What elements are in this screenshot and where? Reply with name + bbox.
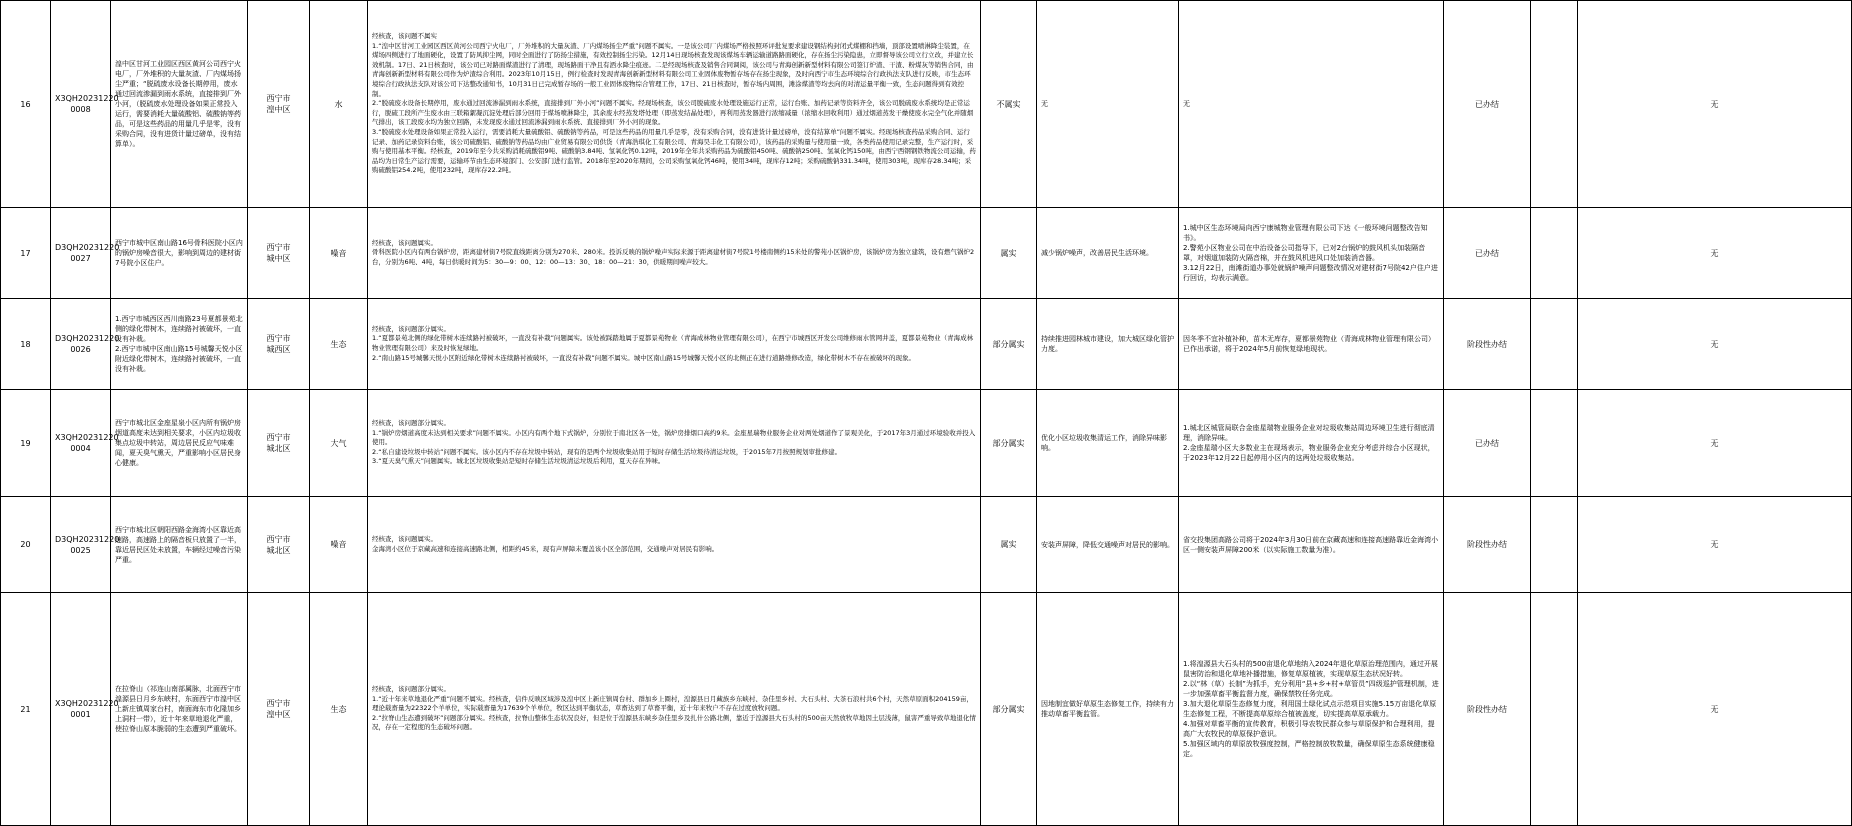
case-code: X3QH20231220 0004 <box>51 390 111 497</box>
verification-verdict: 部分属实 <box>981 390 1037 497</box>
handling-measures: 优化小区垃圾收集清运工作，消除异味影响。 <box>1037 390 1179 497</box>
blank-cell <box>1531 497 1578 593</box>
check-result-line: 经核查，该问题部分属实。 <box>372 685 450 694</box>
check-result-line: 经核查，该问题属实。 <box>372 534 437 543</box>
check-result-line: 1.“湟中区甘河工业园区西区黄河公司西宁火电厂，厂外堆积的大量灰渣、厂内煤场扬尘严重”问题不属实。一是该公司厂内煤场严格按照环评批复要求建设钢结构封闭式煤棚和挡墙，顶部设置喷淋降尘装置，在煤场四侧进行了地面硬化，设置了防风抑尘网，同时全面进行了防扬尘措施，有效控制扬尘污染。12月14日现场核查发现该煤场车辆运输道路路面硬化，存在扬尘污染隐患，立即督导该公司立行立改，并建立长效机制。17日、21日核查时，该公司已对路面煤渣进行了清理，现场路面干净且有洒水降尘痕迹。二是经现场核查及销售合同调阅，该公司与青海创新新型材料有限公司签订炉渣、干渣、粉煤灰等销售合同，由青海创新新型材料有限公司作为炉渣综合利用。2023年10月15日，例行检查时发现青海创新新型材料有限公司工业固体废物暂存场存在扬尘现象，及时向西宁市生态环境综合行政执法支队进行反映，市生态环境综合行政执法支队对该公司下达整改通知书，10月31日已完成暂存场的一般工业固体废物综合管理工作，17日、21日核查时，暂存场内周围，滩涂煤渣等均去向的对清运量平衡一致，生态问题得到有效控制。 <box>372 41 974 98</box>
verification-verdict: 部分属实 <box>981 299 1037 390</box>
check-result-line: 经核查，该问题属实。 <box>372 238 437 247</box>
pollution-type: 噪音 <box>310 497 368 593</box>
pollution-type: 水 <box>310 1 368 208</box>
administrative-region: 西宁市 城中区 <box>248 208 310 299</box>
check-result-line: 2.“脱硫废水设备长期停用，废水通过回流渗漏到雨水系统，直接排到厂外小河”问题不属实。经现场核查，该公司脱硫废水处理设施运行正常，运行台账、加药记录等资料齐全，该公司脱硫废水系统均是正常运行，脱硫工段所产生废水由三联箱絮凝沉淀处理后部分回用于煤场喷淋降尘，其余废水经蒸发塔处理（即蒸发结晶处理），再利用蒸发器进行浓缩减量（浓缩水回收利用）通过烟道蒸发干燥使废水完全气化并随烟气排出，该工段废水均为独立回路，未发现废水通过回流渗漏到雨水系统、直接排到厂外小河的现象。 <box>372 99 974 127</box>
table-row <box>1 208 1852 299</box>
check-result-line: 3.“脱硫废水处理设备如果正常投入运行，需要消耗大量硫酸铝、硫酸钠等药品，可是这些药品的用量几乎是零，没有采购合同，没有进货计量过磅单，没有结算单”问题不属实。经现场核查药品采购合同、运行记录、加药记录资料台账，该公司硫酸铝、硫酸钠等药品均由广业贸易有限公司供货（青海浩琪化工有限公司、青海昊丰化工有限公司），该药品的采购量与使用量一致，各类药品使用记录完整，生产运行时，采购与使用基本平衡。经核查，2019年至今共采购消耗硫酸铝9吨、硫酸钠3.84吨、氢氧化钙0.12吨，2019年全年共采购药品为硫酸铝450吨、硫酸钠250吨、氢氧化钙150吨，由西宁西钢钢铁物流公司运输，药品均为日常生产运行需要，运输环节由生态环境部门、公安部门进行监管。2018年至2020年期间，公司采购氢氧化钙46吨，使用34吨，现库存12吨；采购硫酸钠331.34吨，使用303吨，现库存28.34吨；采购硫酸铝254.2吨，使用232吨，现库存22.2吨。 <box>372 127 976 175</box>
table-row <box>1 497 1852 593</box>
table-body <box>1 1 1852 826</box>
rectification-progress: 1.将湟源县大石头村的500亩退化草地纳入2024年退化草原治理范围内，通过开展鼠害防治和退化草地补播措施，修复草原植被，实现草原生态状况好转。 2.以“林（草）长制”为抓手，充分利用“县+乡+村+草管员”四级巡护管理机制，进一步加强草畜平衡监督力度，确保禁牧任务完成。 3.加大退化草原生态修复力度，利用国土绿化试点示范项目实施5.15万亩退化草原生态修复工程，不断提高草原综合植被盖度，切实提高草原承载力。 4.加强对草畜平衡的宣传教育，积极引导农牧民群众参与草原保护和合理利用，提高广大农牧民的草原保护意识。 5.加强区域内的草原放牧强度控制，严格控制放牧数量，确保草原生态系统健康稳定。 <box>1179 593 1444 826</box>
check-result-line: 3.“夏天臭气熏天”问题属实。城北区垃圾收集站是短时存储生活垃圾清运垃圾后利用，夏天存在异味。 <box>372 457 665 466</box>
check-result-line: 经核查，该问题部分属实。 <box>372 324 450 333</box>
rectification-progress: 省交投集团高路公司将于2024年3月30日前在京藏高速和连接高速路靠近金海湾小区一侧安装声屏障200米（以实际施工数量为准）。 <box>1179 497 1444 593</box>
blank-cell <box>1531 208 1578 299</box>
investigation-result <box>368 390 981 497</box>
blank-cell <box>1531 299 1578 390</box>
completion-status: 阶段性办结 <box>1444 299 1531 390</box>
rectification-progress: 无 <box>1179 1 1444 208</box>
blank-cell <box>1531 593 1578 826</box>
handling-measures: 因地制宜做好草原生态修复工作，持续有力推动草畜平衡监管。 <box>1037 593 1179 826</box>
complaint-content: 湟中区甘河工业园区西区黄河公司西宁火电厂，厂外堆积的大量灰渣、厂内煤场扬尘严重；“脱硫废水设备长期停用，废水通过回流渗漏到雨水系统，直接排到厂外小河，（脱硫废水处理设备如果正常投入运行，需要消耗大量硫酸铝、硫酸钠等药品，可是这些药品的用量几乎是零，没有采购合同，没有进货计量过磅单，没有结算单）。 <box>111 1 248 208</box>
administrative-region: 西宁市 湟中区 <box>248 593 310 826</box>
case-code: D3QH20231220 0025 <box>51 497 111 593</box>
complaint-content: 西宁市城中区南山路16号骨科医院小区内的锅炉房噪音很大，影响到周边的建材街7号院小区住户。 <box>111 208 248 299</box>
check-result-line: 2.“私自建设垃圾中转站”问题不属实。该小区内不存在垃圾中转站，现有的是两个垃圾收集站用于短时存储生活垃圾待清运垃圾，于2015年7月按照规划审批修建。 <box>372 447 842 456</box>
pollution-type: 生态 <box>310 593 368 826</box>
accountability-status: 无 <box>1578 299 1852 390</box>
investigation-result <box>368 593 981 826</box>
administrative-region: 西宁市 湟中区 <box>248 1 310 208</box>
completion-status: 阶段性办结 <box>1444 593 1531 826</box>
completion-status: 阶段性办结 <box>1444 497 1531 593</box>
accountability-status: 无 <box>1578 390 1852 497</box>
investigation-result <box>368 1 981 208</box>
verification-verdict: 不属实 <box>981 1 1037 208</box>
pollution-type: 噪音 <box>310 208 368 299</box>
table-row <box>1 593 1852 826</box>
handling-measures: 持续推进园林城市建设，加大城区绿化管护力度。 <box>1037 299 1179 390</box>
table-row <box>1 390 1852 497</box>
case-code: X3QH20231220 0008 <box>51 1 111 208</box>
completion-status: 已办结 <box>1444 208 1531 299</box>
case-code: D3QH20231220 0027 <box>51 208 111 299</box>
row-number: 16 <box>1 1 51 208</box>
verification-verdict: 属实 <box>981 497 1037 593</box>
handling-measures: 无 <box>1037 1 1179 208</box>
pollution-type: 大气 <box>310 390 368 497</box>
row-number: 21 <box>1 593 51 826</box>
completion-status: 已办结 <box>1444 390 1531 497</box>
row-number: 18 <box>1 299 51 390</box>
row-number: 17 <box>1 208 51 299</box>
case-code: X3QH20231220 0001 <box>51 593 111 826</box>
investigation-result <box>368 299 981 390</box>
investigation-result <box>368 208 981 299</box>
accountability-status: 无 <box>1578 208 1852 299</box>
check-result-line: 1.“近十年来草地退化严重”问题不属实。经核查，信件反映区域涉及湟中区上新庄镇周台村、群加乡上圈村，湟源县日月藏族乡东峡村、杂佳里乡村、大石头村、大茶石浪村共6个村，天然草原面积204159亩，理论载畜量为22322个羊单位，实际载畜量为17639个羊单位，牧区达到平衡状态，草畜达到了草畜平衡，近十年来牧户不存在过度放牧问题。 <box>372 694 973 713</box>
case-code: D3QH20231220 0026 <box>51 299 111 390</box>
blank-cell <box>1531 390 1578 497</box>
table-row <box>1 1 1852 208</box>
complaint-content: 1.西宁市城西区西川南路23号夏都景苑北侧的绿化带树木，连续路衬被破坏，一直没有补栽。 2.西宁市城中区南山路15号城馨天悦小区附近绿化带树木，连续路衬被破坏，一直没有补栽。 <box>111 299 248 390</box>
blank-cell <box>1531 1 1578 208</box>
pollution-type: 生态 <box>310 299 368 390</box>
administrative-region: 西宁市 城西区 <box>248 299 310 390</box>
complaint-content: 在拉脊山（祁连山南部属脉，北面西宁市湟源县日月乡东峡村，东面西宁市湟中区上新庄镇周家台村，南面海东市化隆加乡上洞村一带），近十年来草地退化严重，使拉脊山原本脆弱的生态遭到严重破坏。 <box>111 593 248 826</box>
administrative-region: 西宁市 城北区 <box>248 497 310 593</box>
handling-measures: 安装声屏障，降低交通噪声对居民的影响。 <box>1037 497 1179 593</box>
rectification-progress: 1.城北区城管局联合金座星瑞物业服务企业对垃圾收集站周边环境卫生进行彻底清理，消除异味。 2.金座星瑞小区大多数业主在现场表示，物业服务企业充分考虑并综合小区现状，于2023年12月22日起停用小区内的这两处垃圾收集站。 <box>1179 390 1444 497</box>
check-result-line: 2.“拉脊山生态遭到破坏”问题部分属实。经核查，拉脊山整体生态状况良好，但是位于湟源县东峡乡杂佳里乡及扎什公路北侧，靠近于湟源县大石头村的500亩天然放牧草地因土层浅薄，鼠害严重导致草地退化情况，存在一定程度的生态破坏问题。 <box>372 713 976 732</box>
completion-status: 已办结 <box>1444 1 1531 208</box>
verification-verdict: 部分属实 <box>981 593 1037 826</box>
accountability-status: 无 <box>1578 497 1852 593</box>
handling-measures: 减少锅炉噪声，改善居民生活环境。 <box>1037 208 1179 299</box>
check-result-line: 经核查，该问题部分属实。 <box>372 419 450 428</box>
check-result-line: 经核查，该问题不属实 <box>372 32 437 41</box>
administrative-region: 西宁市 城北区 <box>248 390 310 497</box>
table-row <box>1 299 1852 390</box>
check-result-line: 金海湾小区位于京藏高速和连接高速路北侧，相距约45米，现有声屏障未覆盖该小区全部范围，交通噪声对居民有影响。 <box>372 544 719 553</box>
rectification-progress: 因冬季不宜补植补种，苗木无库存，夏都景苑物业（青海成林物业管理有限公司）已作出承诺，将于2024年5月前恢复绿地现状。 <box>1179 299 1444 390</box>
check-result-line: 2.“南山路15号城馨天悦小区附近绿化带树木连续路衬被破坏，一直没有补栽”问题不属实。城中区南山路15号城馨天悦小区的北侧正在进行道路维修改造，绿化带树木不存在被破坏的现象。 <box>372 353 915 362</box>
complaint-content: 西宁市城北区金座星泉小区内所有锅炉房烟道高度未达到相关要求，小区内垃圾收集点垃圾中转站，周边居民反应气味难闻，夏天臭气熏天，严重影响小区居民身心健康。 <box>111 390 248 497</box>
rectification-progress: 1.城中区生态环境局向西宁康城物业管理有限公司下达《一般环境问题整改告知书》。 2.警苑小区物业公司在中治设备公司指导下，已对2台锅炉的鼓风机头加装隔音罩，对烟道加装防火隔音棉，并在鼓风机进风口处加装消音器。 3.12月22日，南滩街道办事处就锅炉噪声问题整改情况对建材街7号院42户住户进行回访，均表示满意。 <box>1179 208 1444 299</box>
row-number: 20 <box>1 497 51 593</box>
accountability-status: 无 <box>1578 593 1852 826</box>
investigation-result <box>368 497 981 593</box>
check-result-line: 骨科医院小区内有两台锅炉房，距离建材街7号院直线距离分别为270米、280米。投诉反映的锅炉噪声实际来源于距离建材街7号院1号楼南侧约15米处的警苑小区锅炉房，该锅炉房为独立建筑，设有燃气锅炉2台，分别为6吨、4吨，每日供暖时间为5：30—9：00、12：00—13：30、18：00—21：30，供暖期间噪声较大。 <box>372 248 975 266</box>
check-result-line: 1.“锅炉房烟道高度未达到相关要求”问题不属实。小区内有两个地下式锅炉，分别位于南北区各一处，锅炉房排烟口高约9米。金座星瑞物业服务企业对两处烟道作了景观美化，于2017年3月通过环境验收并投入使用。 <box>372 428 976 447</box>
check-result-line: 1.“夏都景苑北侧的绿化带树木连续路衬被破坏，一直没有补栽”问题属实。该处被踩踏地属于夏都景苑物业（青海成林物业管理有限公司），在西宁市城西区开发公司维修雨水管网井盖，夏都景苑物业（青海成林物业管理有限公司）来及时恢复绿地。 <box>372 334 974 352</box>
accountability-status: 无 <box>1578 1 1852 208</box>
complaint-content: 西宁市城北区朝阳西路金海湾小区靠近高速路，高速路上的隔音板只放置了一半，靠近居民区处未放置，车辆经过噪音污染严重。 <box>111 497 248 593</box>
row-number: 19 <box>1 390 51 497</box>
verification-verdict: 属实 <box>981 208 1037 299</box>
